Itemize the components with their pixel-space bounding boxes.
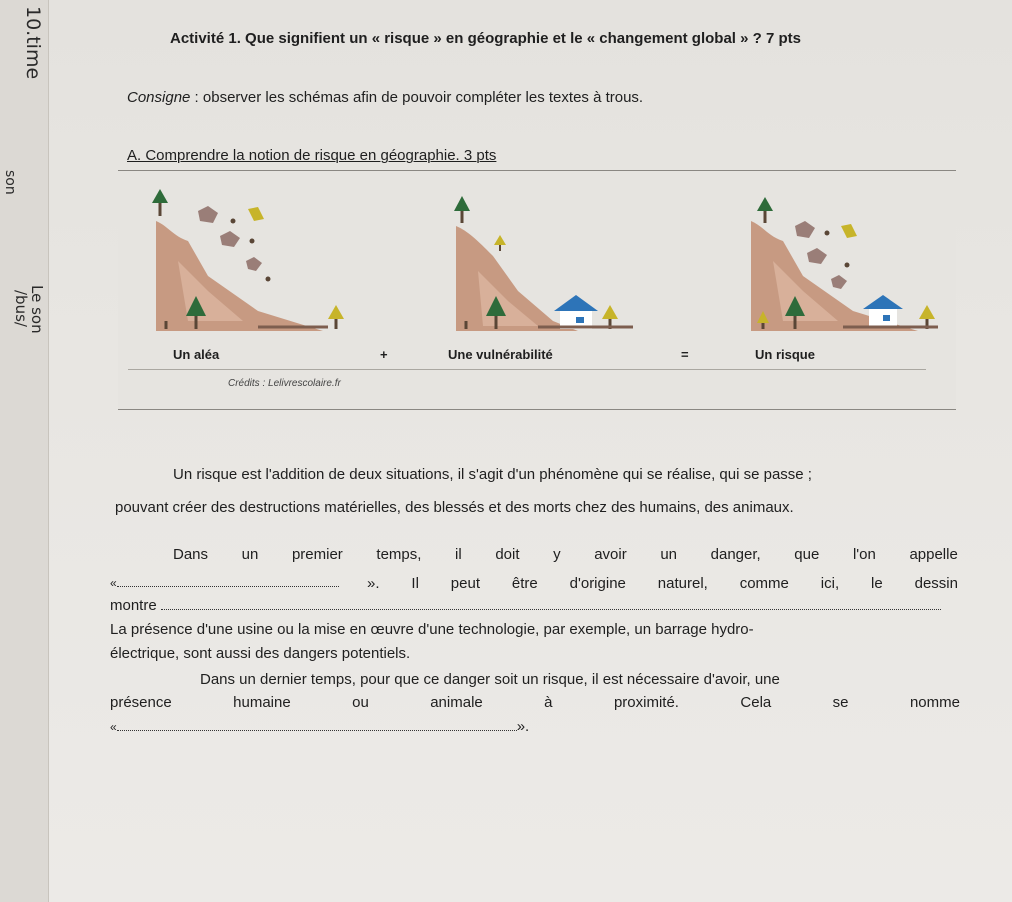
- word: Cela: [740, 694, 772, 711]
- debris: [250, 239, 255, 244]
- word: d'origine: [569, 575, 626, 592]
- falling-rock-small: [248, 207, 264, 221]
- word: y: [553, 546, 561, 563]
- p2-line-1: Dans un dernier temps, pour que ce danger soit un risque, il est nécessaire d'avoir, une: [200, 671, 780, 688]
- open-quote: «: [110, 720, 117, 734]
- instruction-text: : observer les schémas afin de pouvoir compléter les textes à trous.: [190, 89, 644, 106]
- tree-top: [602, 305, 618, 319]
- tree-top: [757, 197, 773, 211]
- word: Il: [411, 575, 419, 592]
- word: à: [544, 694, 553, 711]
- debris: [266, 277, 271, 282]
- word: humaine: [233, 694, 291, 711]
- hazard-illustration: [148, 181, 348, 331]
- word: présence: [110, 694, 172, 711]
- tree-top: [494, 235, 506, 245]
- p1-line-2-start: [110, 572, 339, 591]
- margin-note-mid: Le son: [28, 285, 46, 334]
- word: animale: [430, 694, 483, 711]
- word: se: [832, 694, 849, 711]
- tree-top: [328, 305, 344, 319]
- word: un: [660, 546, 678, 563]
- word: ou: [352, 694, 369, 711]
- risk-illustration: [743, 181, 943, 331]
- p2-line-2: [110, 694, 960, 711]
- house-window: [883, 315, 890, 321]
- word: le: [871, 575, 883, 592]
- word: il: [455, 546, 462, 563]
- word: doit: [495, 546, 520, 563]
- tree-top: [454, 196, 470, 211]
- blank-hazard-example[interactable]: [161, 595, 941, 610]
- word: danger,: [710, 546, 761, 563]
- word: nomme: [909, 694, 960, 711]
- blank-vulnerability-answer[interactable]: [117, 716, 517, 731]
- margin-note-mid2: /bus/: [12, 290, 30, 327]
- word: dessin: [914, 575, 958, 592]
- house-roof: [863, 295, 903, 309]
- falling-rock: [220, 231, 240, 247]
- falling-rock: [831, 275, 847, 289]
- caption-hazard: Un aléa: [173, 347, 220, 362]
- section-a-heading: A. Comprendre la notion de risque en géographie. 3 pts: [127, 147, 497, 164]
- margin-note-top: 10.time: [22, 6, 44, 80]
- word: comme: [739, 575, 789, 592]
- figure-divider: [128, 369, 926, 370]
- house-window: [576, 317, 584, 323]
- word: temps,: [376, 546, 422, 563]
- open-quote: «: [110, 576, 117, 590]
- close-quote: ».: [367, 575, 380, 592]
- instruction: [127, 89, 643, 106]
- debris: [231, 219, 236, 224]
- left-margin: [0, 0, 49, 902]
- word: appelle: [909, 546, 958, 563]
- falling-rock: [198, 206, 218, 223]
- falling-rock-small: [841, 224, 857, 238]
- word: être: [511, 575, 538, 592]
- word: que: [794, 546, 820, 563]
- word: montre: [110, 597, 157, 614]
- intro-line-1: Un risque est l'addition de deux situations, il s'agit d'un phénomène qui se réalise, qui se passe ;: [173, 466, 812, 483]
- plus-sign: +: [380, 347, 388, 362]
- house-roof: [554, 295, 598, 311]
- tree-top: [919, 305, 935, 319]
- figure-credits: Crédits : Lelivrescolaire.fr: [228, 378, 341, 389]
- word: proximité.: [613, 694, 679, 711]
- debris: [825, 231, 830, 236]
- falling-rock: [807, 248, 827, 264]
- activity-title: Activité 1. Que signifient un « risque » en géographie et le « changement global » ? 7 pts: [170, 30, 801, 47]
- tree-top: [152, 189, 168, 203]
- word: peut: [450, 575, 480, 592]
- p1-line-1: [173, 546, 958, 563]
- falling-rock: [795, 221, 815, 238]
- word: avoir: [594, 546, 627, 563]
- word: premier: [291, 546, 343, 563]
- word: Dans: [173, 546, 209, 563]
- caption-vulnerability: Une vulnérabilité: [448, 347, 553, 362]
- equals-sign: =: [681, 347, 689, 362]
- word: ici,: [820, 575, 840, 592]
- instruction-label: Consigne: [127, 89, 191, 106]
- p2-line-3: [110, 716, 529, 735]
- word: l'on: [852, 546, 876, 563]
- vulnerability-illustration: [448, 181, 648, 331]
- close-quote: ».: [516, 718, 530, 735]
- caption-risk: Un risque: [755, 347, 815, 362]
- p1-line-4: La présence d'une usine ou la mise en œuvre d'une technologie, par exemple, un barrage hydro-: [110, 621, 754, 638]
- debris: [845, 263, 850, 268]
- margin-note-side: son: [2, 170, 18, 195]
- falling-rock: [246, 257, 262, 271]
- p1-line-2: [367, 575, 958, 592]
- word: naturel,: [657, 575, 708, 592]
- p1-line-3: [110, 595, 941, 614]
- risk-diagram: [118, 170, 956, 410]
- word: un: [241, 546, 259, 563]
- intro-line-2: pouvant créer des destructions matérielles, des blessés et des morts chez des humains, des animaux.: [115, 499, 794, 516]
- p1-line-5: électrique, sont aussi des dangers potentiels.: [110, 645, 411, 662]
- blank-hazard-answer[interactable]: [117, 572, 339, 587]
